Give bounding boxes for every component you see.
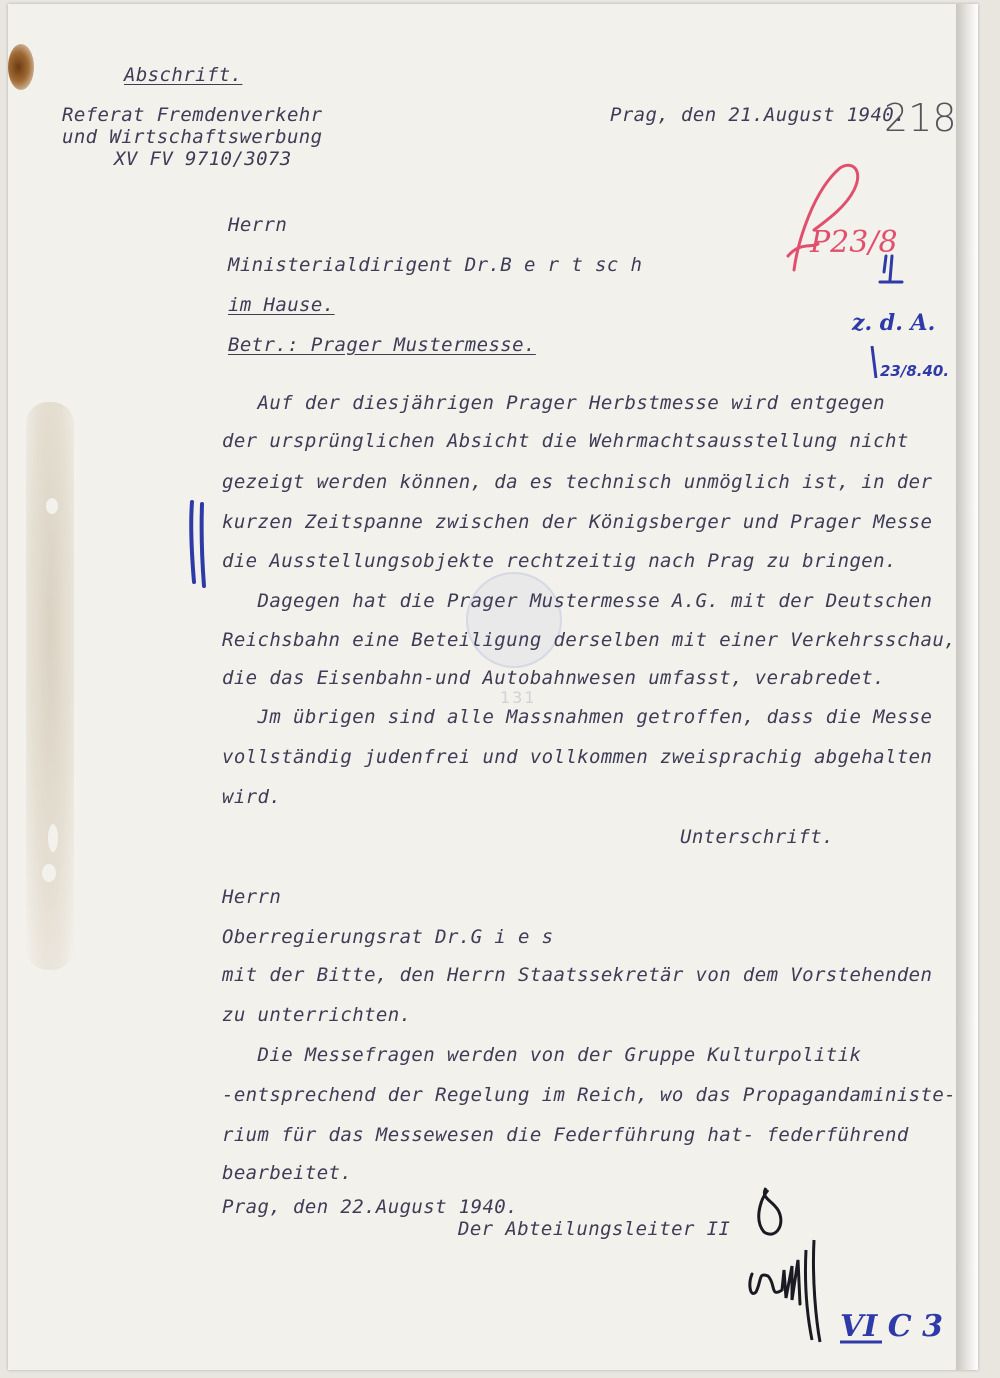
file-reference: XV FV 9710/3073 [114,148,292,170]
faded-stamp-number: 131 [500,688,537,707]
water-stain [26,402,74,970]
addressee-salutation: Herrn [228,214,288,236]
subject-line: Betr.: Prager Mustermesse. [228,334,536,356]
sender-line-2: und Wirtschaftswerbung [62,126,323,148]
signature-note: Unterschrift. [680,826,834,848]
rust-stain [8,44,34,90]
body-line: der ursprünglichen Absicht die Wehrmachtsausstellung nicht [222,430,909,452]
folio-number: 218 [884,96,957,140]
body-line: kurzen Zeitspanne zwischen der Königsberger und Prager Messe [222,511,933,533]
blue-zda-text: z. d. A. [852,310,936,336]
body-line: die das Eisenbahn-und Autobahnwesen umfasst, verabredet. [222,667,885,689]
note-line: bearbeitet. [222,1162,353,1184]
closing-place-date: Prag, den 22.August 1940. [222,1196,518,1218]
body-line: Reichsbahn eine Beteiligung derselben mit einer Verkehrsschau, [222,629,957,651]
closing-signatory: Der Abteilungsleiter II [458,1218,731,1240]
addressee-name: Ministerialdirigent Dr.B e r t sc h [228,254,643,276]
sender-line-1: Referat Fremdenverkehr [62,104,323,126]
black-ink-signature [740,1180,830,1350]
blue-date-text: 23/8.40. [880,362,950,380]
note-line: Die Messefragen werden von der Gruppe Kulturpolitik [222,1044,862,1066]
red-initial-text: P23/8 [810,225,898,260]
body-line: vollständig judenfrei und vollkommen zweisprachig abgehalten [222,746,933,768]
blue-margin-mark [184,498,214,588]
addressee-location: im Hause. [228,294,335,316]
file-mark [836,1292,946,1352]
faded-stamp [466,572,562,668]
file-mark-text: VI C 3 [840,1309,943,1344]
body-line: Auf der diesjährigen Prager Herbstmesse wird entgegen [222,392,885,414]
body-line: Dagegen hat die Prager Mustermesse A.G. mit der Deutschen [222,590,933,612]
request-line: mit der Bitte, den Herrn Staatssekretär von dem Vorstehenden [222,964,933,986]
note-line: -entsprechend der Regelung im Reich, wo das Propagandaministe- [222,1084,957,1106]
copy-label: Abschrift. [124,64,243,86]
second-addressee-name: Oberregierungsrat Dr.G i e s [222,926,554,948]
header-place-date: Prag, den 21.August 1940. [610,104,906,126]
body-line: Jm übrigen sind alle Massnahmen getroffen, dass die Messe [222,706,933,728]
paper-edge [956,4,978,1370]
request-line: zu unterrichten. [222,1004,412,1026]
second-addressee-salutation: Herrn [222,886,282,908]
body-line: die Ausstellungsobjekte rechtzeitig nach Prag zu bringen. [222,550,897,572]
note-line: rium für das Messewesen die Federführung hat- federführend [222,1124,909,1146]
body-line: gezeigt werden können, da es technisch unmöglich ist, in der [222,471,933,493]
body-line: wird. [222,786,282,808]
blue-annotations [840,250,970,390]
